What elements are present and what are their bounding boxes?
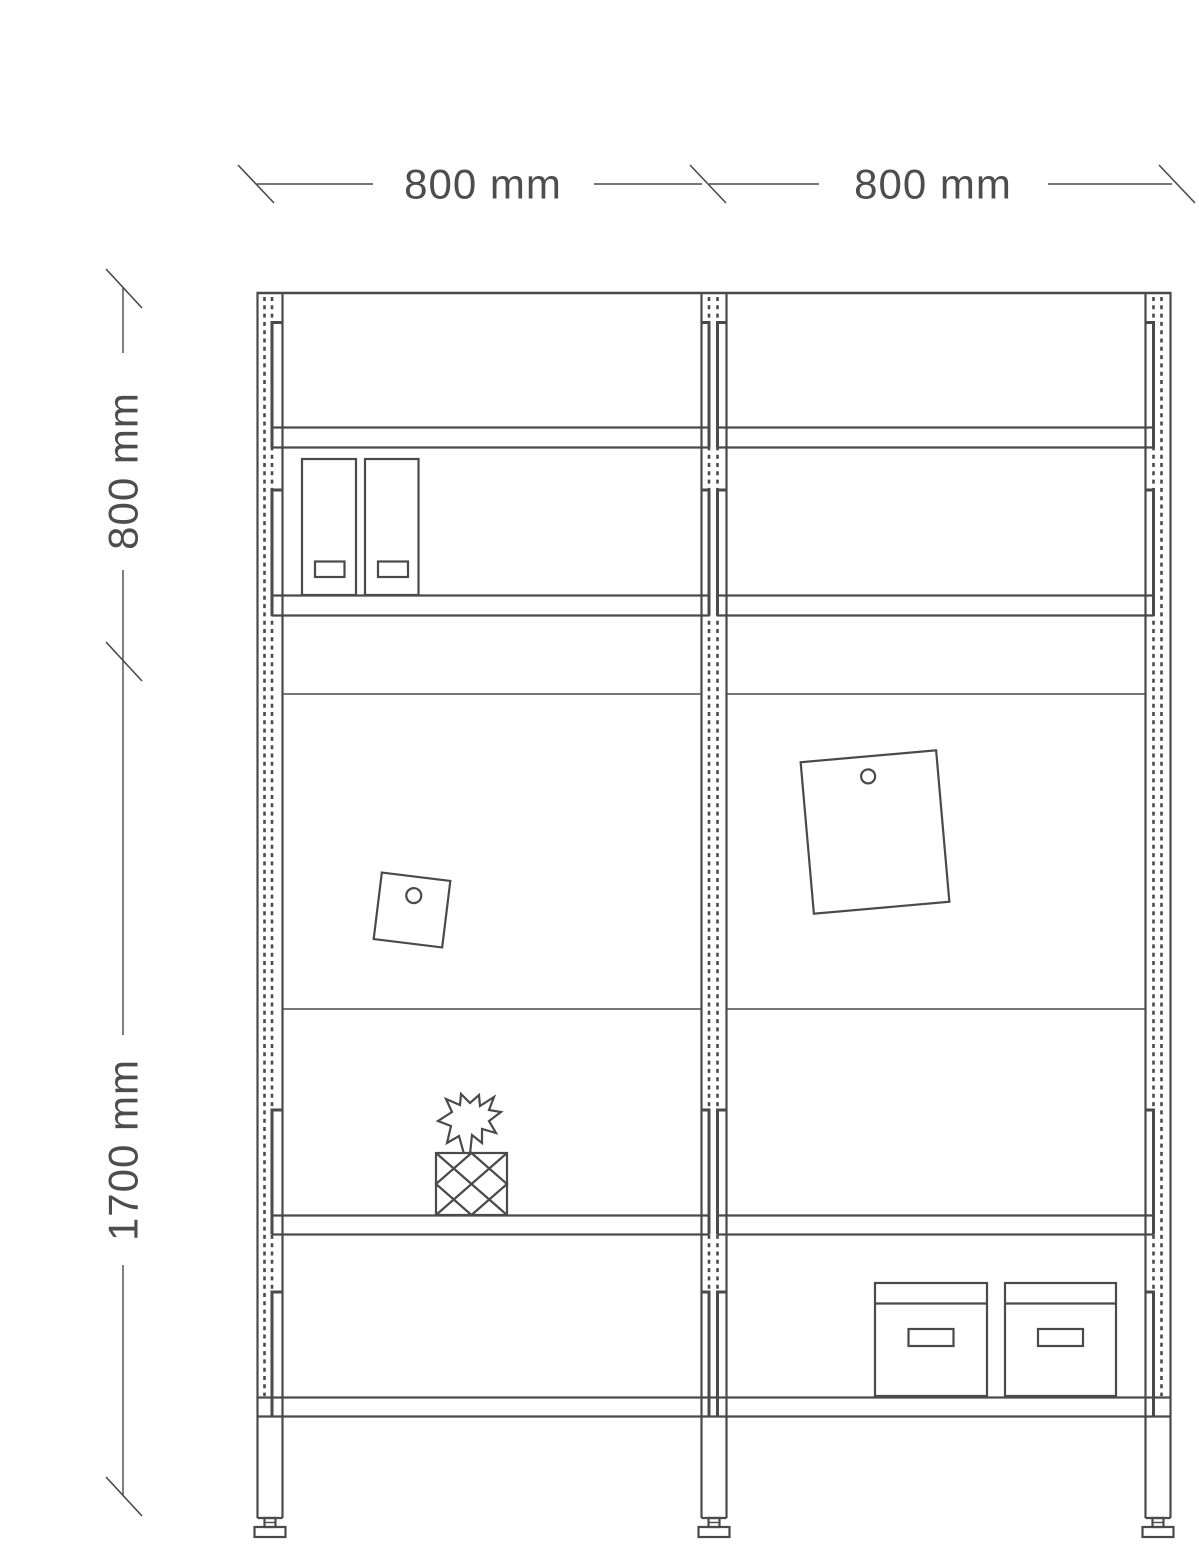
dim-label-bay2-width: 800 mm — [854, 160, 1012, 208]
binder — [365, 459, 419, 595]
shelf — [272, 1216, 709, 1235]
bracket — [272, 490, 283, 616]
shelving-unit — [255, 292, 1174, 1537]
post-left — [258, 292, 283, 1518]
dimension-left — [100, 269, 147, 1516]
foot-right — [1143, 1518, 1174, 1537]
bracket — [702, 490, 710, 616]
pinned-note-small — [374, 873, 451, 948]
shelf — [272, 596, 709, 616]
post-right — [1146, 292, 1171, 1518]
binder — [302, 459, 356, 595]
legs-and-feet — [255, 1518, 1174, 1537]
bottom-shelf — [258, 1398, 1171, 1417]
dim-tick — [106, 269, 142, 308]
back-panel-left-bay — [284, 694, 701, 1009]
note-sheet — [374, 873, 451, 948]
pineapple-basket — [436, 1094, 507, 1215]
storage-box — [875, 1283, 987, 1396]
bracket — [1146, 490, 1154, 616]
shelf — [718, 1216, 1154, 1235]
ring-binders — [302, 459, 419, 595]
box-body — [875, 1283, 987, 1396]
pineapple-crown — [438, 1094, 501, 1154]
dimension-top — [238, 161, 1195, 208]
dim-label-bay1-width: 800 mm — [404, 160, 562, 208]
shelf — [718, 596, 1154, 616]
pinned-note-large — [801, 750, 950, 913]
dim-tick — [106, 1477, 142, 1516]
foot-left — [255, 1518, 286, 1537]
bracket — [1146, 323, 1154, 448]
shelf — [718, 428, 1154, 448]
bracket — [702, 323, 710, 448]
foot-base — [699, 1527, 730, 1537]
storage-box — [1005, 1283, 1116, 1396]
bracket — [718, 323, 727, 448]
foot-base — [1143, 1527, 1174, 1537]
shelf — [272, 428, 709, 448]
bracket — [718, 490, 727, 616]
bracket — [272, 323, 283, 448]
dim-label-upper-height: 800 mm — [99, 392, 147, 550]
box-body — [1005, 1283, 1116, 1396]
foot-base — [255, 1527, 286, 1537]
post-middle — [702, 292, 727, 1518]
dim-label-lower-height: 1700 mm — [99, 1058, 147, 1242]
storage-boxes — [875, 1283, 1116, 1396]
dim-tick — [106, 642, 142, 681]
foot-middle — [699, 1518, 730, 1537]
